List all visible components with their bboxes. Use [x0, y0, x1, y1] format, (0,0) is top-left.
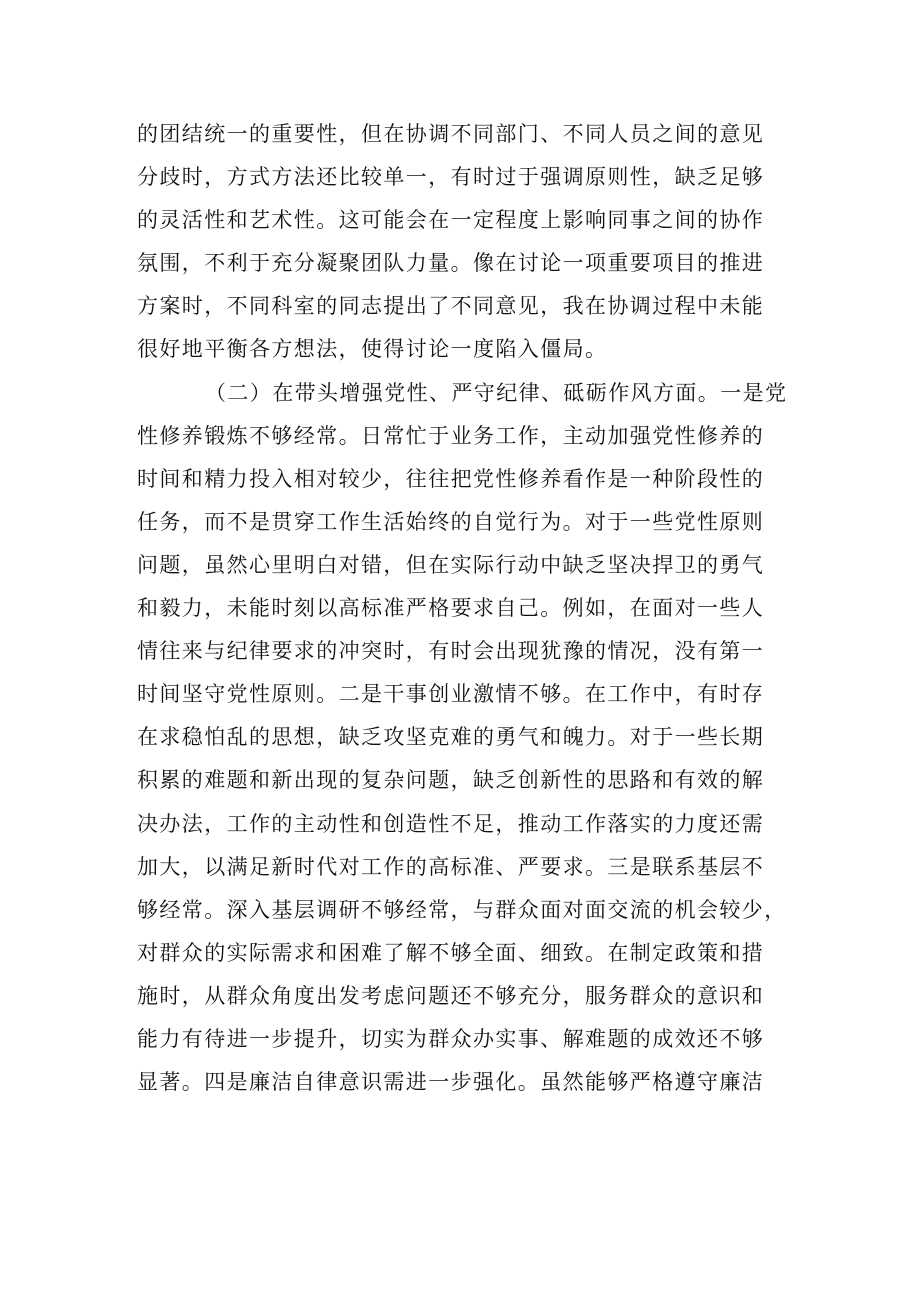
text-line: 问题，虽然心里明白对错，但在实际行动中缺乏坚决捍卫的勇气 [137, 552, 765, 577]
text-line: 加大，以满足新时代对工作的高标准、严要求。三是联系基层不 [137, 854, 765, 879]
text-line: 在求稳怕乱的思想，缺乏攻坚克难的勇气和魄力。对于一些长期 [137, 725, 765, 750]
text-line: 氛围，不利于充分凝聚团队力量。像在讨论一项重要项目的推进 [137, 251, 765, 276]
text-line: 显著。四是廉洁自律意识需进一步强化。虽然能够严格遵守廉洁 [137, 1070, 765, 1095]
text-line: 时间坚守党性原则。二是干事创业激情不够。在工作中，有时存 [137, 682, 765, 707]
text-line: 对群众的实际需求和困难了解不够全面、细致。在制定政策和措 [137, 940, 765, 965]
text-line: 的团结统一的重要性，但在协调不同部门、不同人员之间的意见 [137, 122, 765, 146]
text-line: 时间和精力投入相对较少，往往把党性修养看作是一种阶段性的 [137, 466, 765, 491]
text-line: 方案时，不同科室的同志提出了不同意见，我在协调过程中未能 [137, 294, 765, 319]
text-line: 和毅力，未能时刻以高标准严格要求自己。例如，在面对一些人 [137, 596, 765, 621]
text-line: 很好地平衡各方想法，使得讨论一度陷入僵局。 [137, 337, 608, 362]
text-line: 能力有待进一步提升，切实为群众办实事、解难题的成效还不够 [137, 1026, 765, 1051]
text-line: 够经常。深入基层调研不够经常，与群众面对面交流的机会较少， [137, 897, 787, 922]
text-line: 任务，而不是贯穿工作生活始终的自觉行为。对于一些党性原则 [137, 509, 765, 534]
body-text [137, 113, 787, 1104]
section-heading-line: （二）在带头增强党性、严守纪律、砥砺作风方面。一是党 [205, 380, 788, 405]
text-line: 积累的难题和新出现的复杂问题，缺乏创新性的思路和有效的解 [137, 768, 765, 793]
text-line: 施时，从群众角度出发考虑问题还不够充分，服务群众的意识和 [137, 983, 765, 1008]
text-line: 情往来与纪律要求的冲突时，有时会出现犹豫的情况，没有第一 [137, 639, 765, 664]
text-line: 决办法，工作的主动性和创造性不足，推动工作落实的力度还需 [137, 811, 765, 836]
text-line: 的灵活性和艺术性。这可能会在一定程度上影响同事之间的协作 [137, 208, 765, 233]
text-line: 性修养锻炼不够经常。日常忙于业务工作，主动加强党性修养的 [137, 423, 765, 448]
text-line: 分歧时，方式方法还比较单一，有时过于强调原则性，缺乏足够 [137, 165, 765, 190]
